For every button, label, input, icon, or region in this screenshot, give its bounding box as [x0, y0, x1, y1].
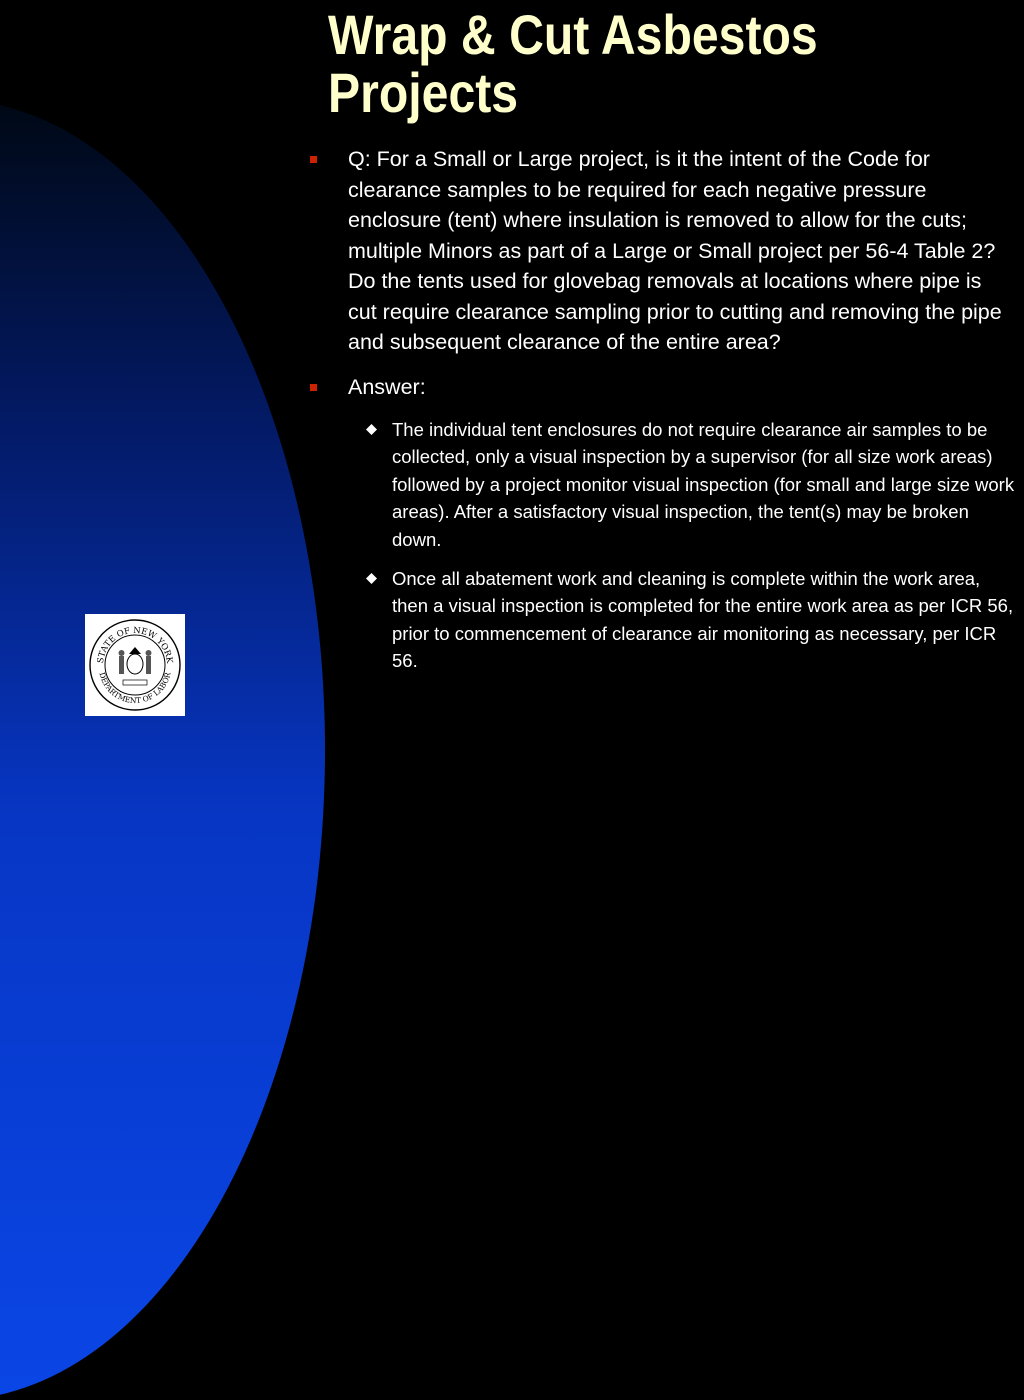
answer-text-2: Once all abatement work and cleaning is complete within the work area, then a visual inspection is completed for the entire work area as per ICR 56, prior to commencement of clearance air monitoring as necessary, per ICR 56. [392, 568, 1014, 672]
answer-sub-bullet [362, 565, 1016, 675]
svg-text:STATE OF NEW YORK: STATE OF NEW YORK [95, 625, 175, 664]
answer-bullet [308, 372, 1016, 403]
background-blue-arc [0, 100, 325, 1400]
answer-label: Answer: [348, 374, 426, 399]
nys-dept-of-labor-seal-logo [85, 614, 185, 716]
square-bullet-icon [310, 384, 317, 391]
diamond-bullet-icon [366, 424, 377, 435]
slide-body [308, 144, 1016, 687]
svg-text:DEPARTMENT OF LABOR: DEPARTMENT OF LABOR [97, 671, 173, 706]
answer-text-1: The individual tent enclosures do not require clearance air samples to be collected, only a visual inspection by a supervisor (for all size work areas) followed by a project monitor visual inspection (for small and large size work areas). After a satisfactory visual inspection, the tent(s) may be broken down. [392, 419, 1015, 550]
question-bullet [308, 144, 1016, 358]
question-text: Q: For a Small or Large project, is it the intent of the Code for clearance samples to be required for each negative pressure enclosure (tent) where insulation is removed to allow for the cuts; multiple Minors as part of a Large or Small project per 56-4 Table 2? Do the tents used for glovebag removals at locations where pipe is cut require clearance sampling prior to cutting and removing the pipe and subsequent clearance of the entire area? [348, 147, 1002, 354]
diamond-bullet-icon [366, 573, 377, 584]
answer-sub-bullet [362, 416, 1016, 553]
square-bullet-icon [310, 156, 317, 163]
slide-title: Wrap & Cut Asbestos Projects [328, 3, 818, 124]
